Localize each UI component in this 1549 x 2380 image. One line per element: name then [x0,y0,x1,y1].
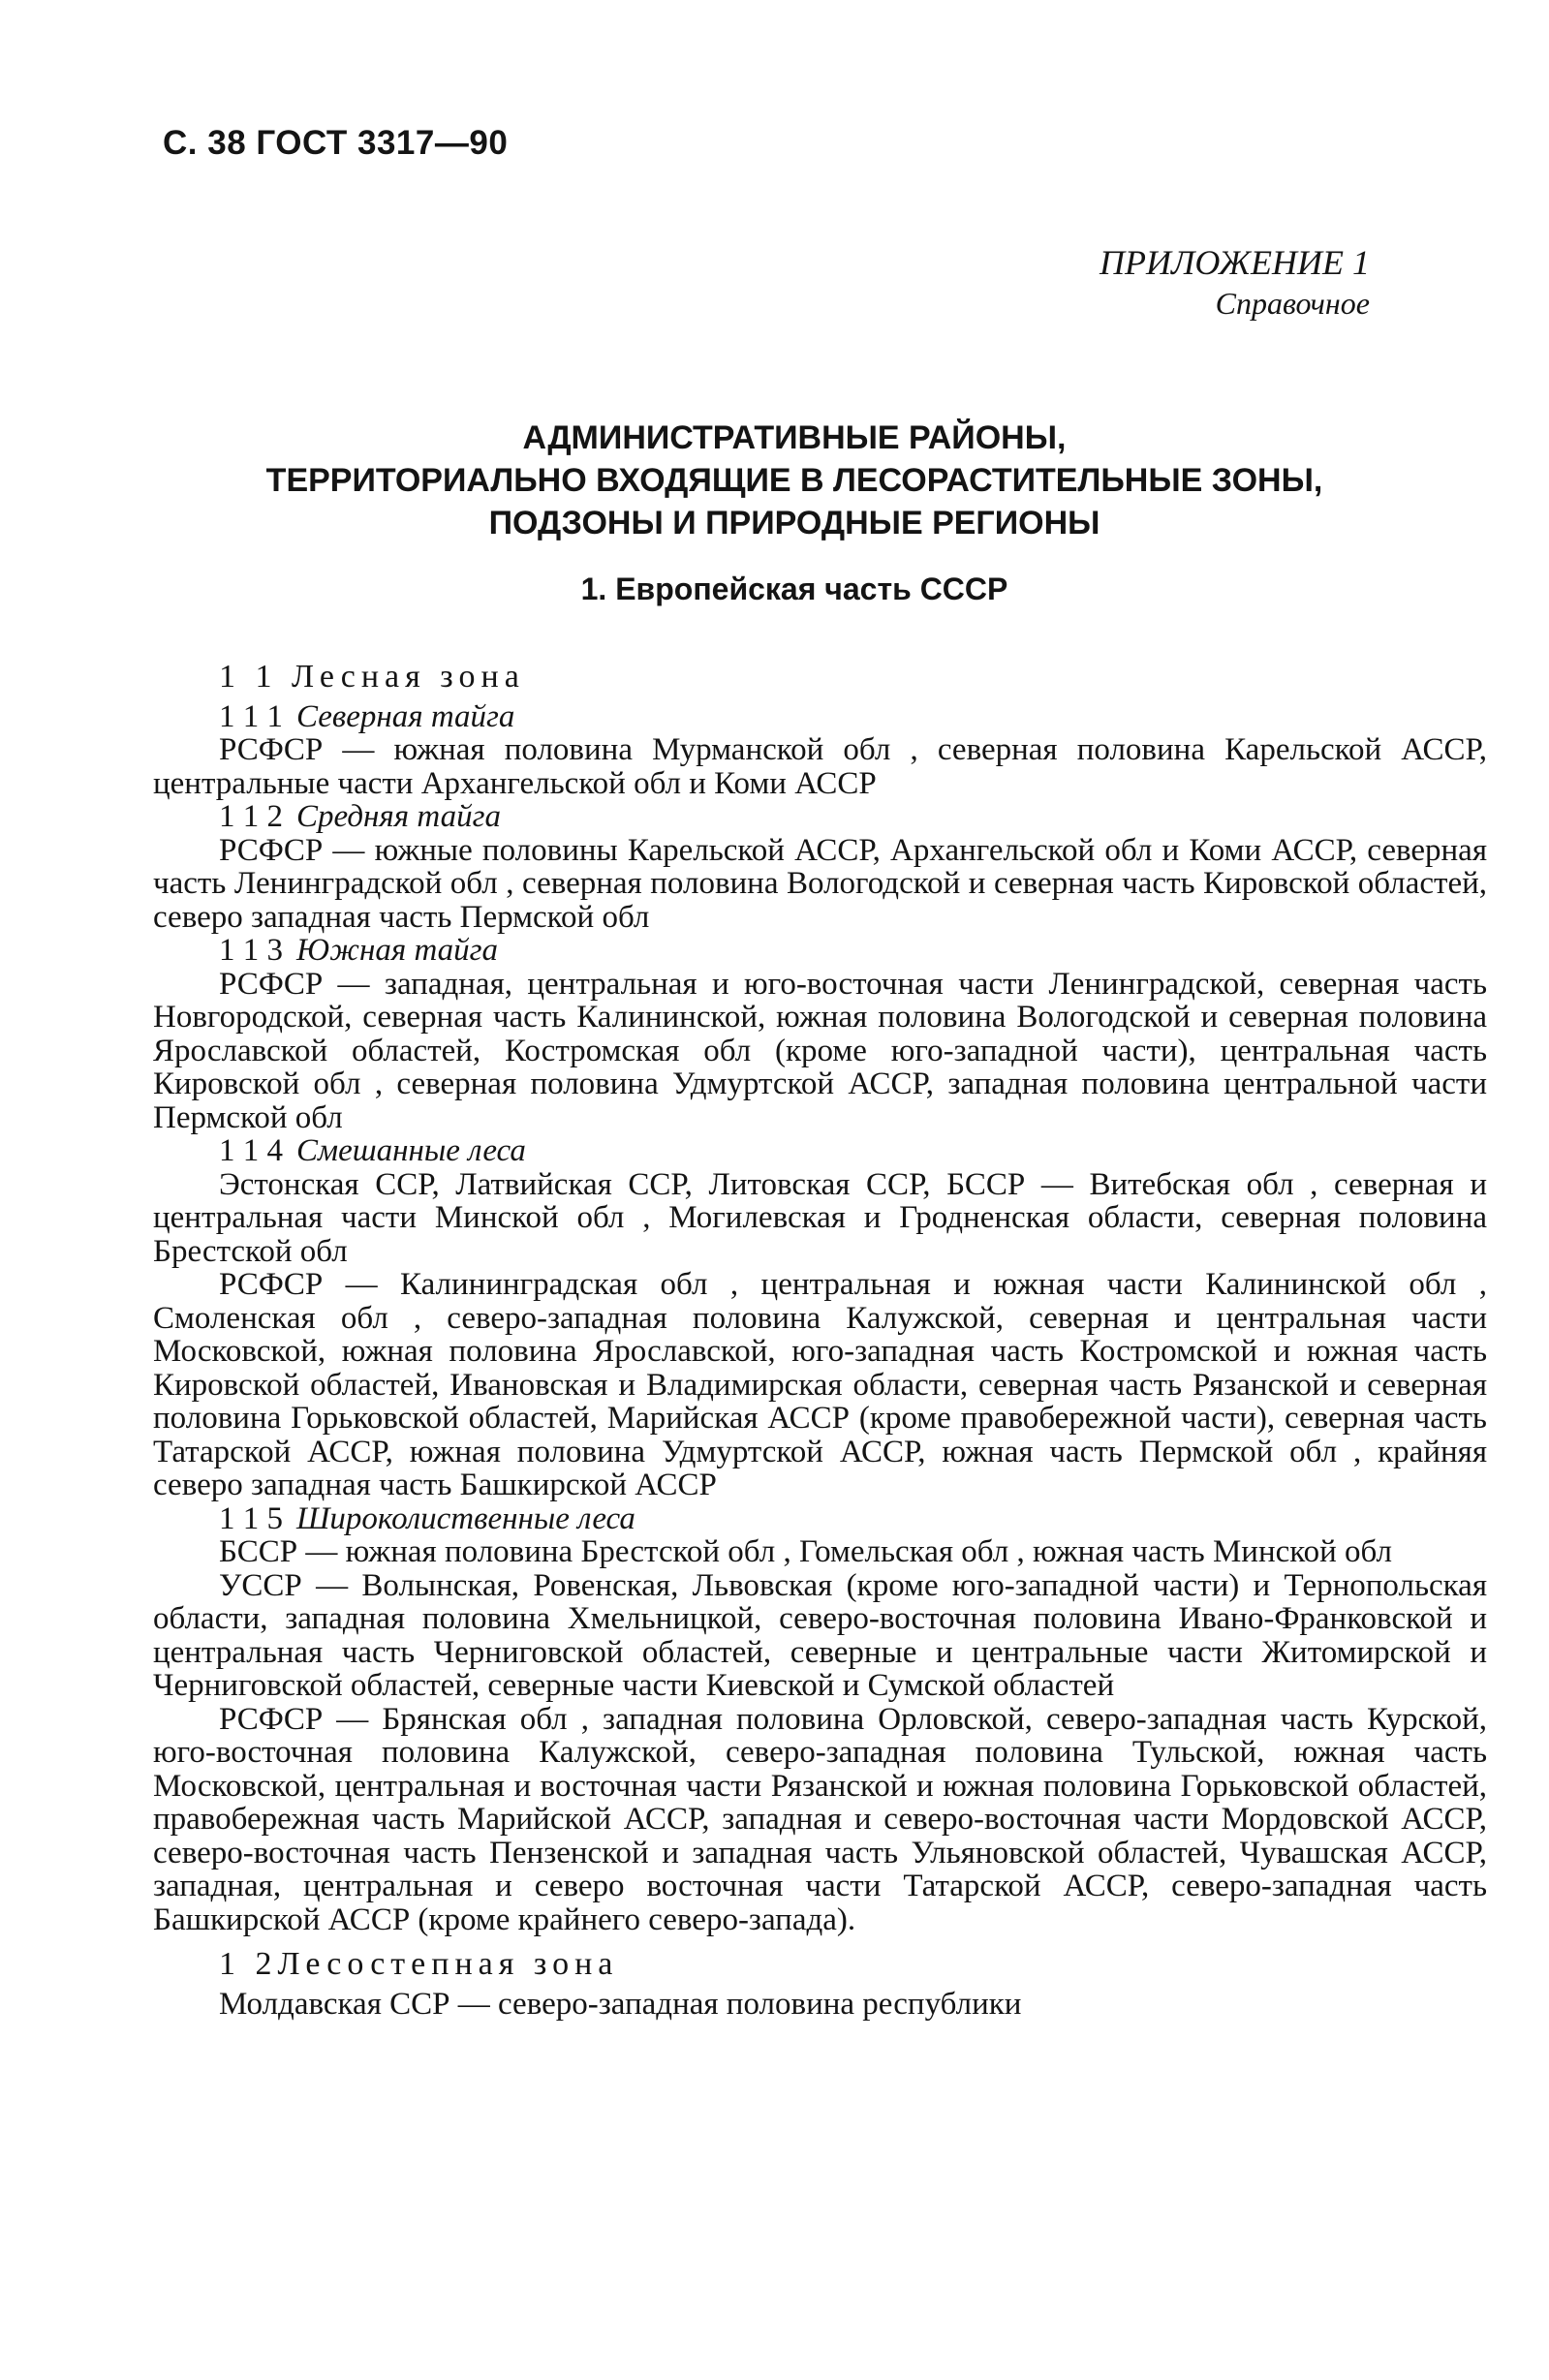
subzone-name: Средняя тайга [296,799,501,834]
paragraph: РСФСР — южная половина Мурманской обл , северная половина Карельской АССР, центральные части Архангельской обл и Коми АССР [153,732,1487,801]
paragraph: БССР — южная половина Брестской обл , Гомельская обл , южная часть Минской обл [219,1534,1392,1569]
zone-name: Лесостепная зона [277,1946,619,1982]
subzone-heading [219,934,1487,968]
zone-name: Лесная зона [292,659,525,695]
paragraph: УССР — Волынская, Ровенская, Львовская (кроме юго-западной части) и Тернопольская области, западная половина Хмельницкой, северо-восточная половина Ивано-Франковской и центральная часть Черниговской областей, северные и центральные части Житомирской и Черниговской областей, северные части Киевской и Сумской областей [153,1567,1487,1703]
subzone-heading [219,800,1487,834]
page-header: С. 38 ГОСТ 3317—90 [163,124,509,162]
title-line-2: ТЕРРИТОРИАЛЬНО ВХОДЯЩИЕ В ЛЕСОРАСТИТЕЛЬНЫЕ ЗОНЫ, [265,462,1323,499]
subzone-number: 1 1 4 [219,1133,283,1168]
paragraph: РСФСР — Калининградская обл , центральная и южная части Калининской обл , Смоленская обл , северо-западная половина Калужской, северная и центральная части Московской, южная половина Ярославской, юго-западная часть Костромской и южная часть Кировской областей, Ивановская и Владимирская области, северная часть Рязанской и северная половина Горьковской областей, Марийская АССР (кроме правобережной части), северная часть Татарской АССР, южная половина Удмуртской АССР, южная часть Пермской обл , крайняя северо западная часть Башкирской АССР [153,1267,1487,1502]
appendix-label [1100,242,1370,324]
subzone-heading [219,1502,1487,1536]
document-title [155,417,1434,544]
paragraph: РСФСР — южные половины Карельской АССР, Архангельской обл и Коми АССР, северная часть Ленинградской обл , северная половина Вологодской и северная часть Кировской областей, северо западная часть Пермской обл [153,832,1487,935]
section-title: 1. Европейская часть СССР [580,572,1008,606]
subzone-number: 1 1 5 [219,1500,283,1536]
subzone-heading [219,1134,1487,1168]
subzone-number: 1 1 3 [219,933,283,968]
paragraph: РСФСР — западная, центральная и юго-восточная части Ленинградской, северная часть Новгородской, северная часть Калининской, южная половина Вологодской и северная половина Ярославской областей, Костромская обл (кроме юго-западной части), центральная часть Кировской обл , северная половина Удмуртской АССР, западная половина центральной части Пермской обл [153,966,1487,1135]
title-line-1: АДМИНИСТРАТИВНЫЕ РАЙОНЫ, [522,419,1067,456]
subzone-name: Южная тайга [296,933,499,968]
subzone-number: 1 1 1 [219,698,283,734]
zone-heading [219,661,1487,695]
paragraph: Эстонская ССР, Латвийская ССР, Литовская ССР, БССР — Витебская обл , северная и центральная части Минской обл , Могилевская и Гродненская области, северная половина Брестской обл [153,1166,1487,1269]
zone-number: 1 2 [219,1946,278,1982]
subzone-name: Смешанные леса [296,1133,526,1168]
paragraph: РСФСР — Брянская обл , западная половина Орловской, северо-западная часть Курской, юго-восточная половина Калужской, северо-западная половина Тульской, южная часть Московской, центральная и восточная части Рязанской и южная половина Горьковской областей, правобережная часть Марийской АССР, западная и северо-восточная части Мордовской АССР, северо-восточная часть Пензенской и западная часть Ульяновской областей, Чувашская АССР, западная, центральная и северо восточная части Татарской АССР, северо-западная часть Башкирской АССР (кроме крайнего северо-запада). [153,1701,1487,1937]
appendix-title: ПРИЛОЖЕНИЕ 1 [1100,243,1370,282]
subzone-name: Широколиственные леса [296,1500,635,1536]
subzone-number: 1 1 2 [219,799,283,834]
subzone-heading [219,700,1487,734]
title-line-3: ПОДЗОНЫ И ПРИРОДНЫЕ РЕГИОНЫ [488,505,1100,541]
appendix-note: Справочное [1215,286,1370,321]
subzone-name: Северная тайга [296,698,515,734]
document-body [153,659,1487,2021]
zone-heading [219,1948,1487,1982]
zone-number: 1 1 [219,659,278,695]
paragraph: Молдавская ССР — северо-западная половина республики [219,1986,1022,2022]
